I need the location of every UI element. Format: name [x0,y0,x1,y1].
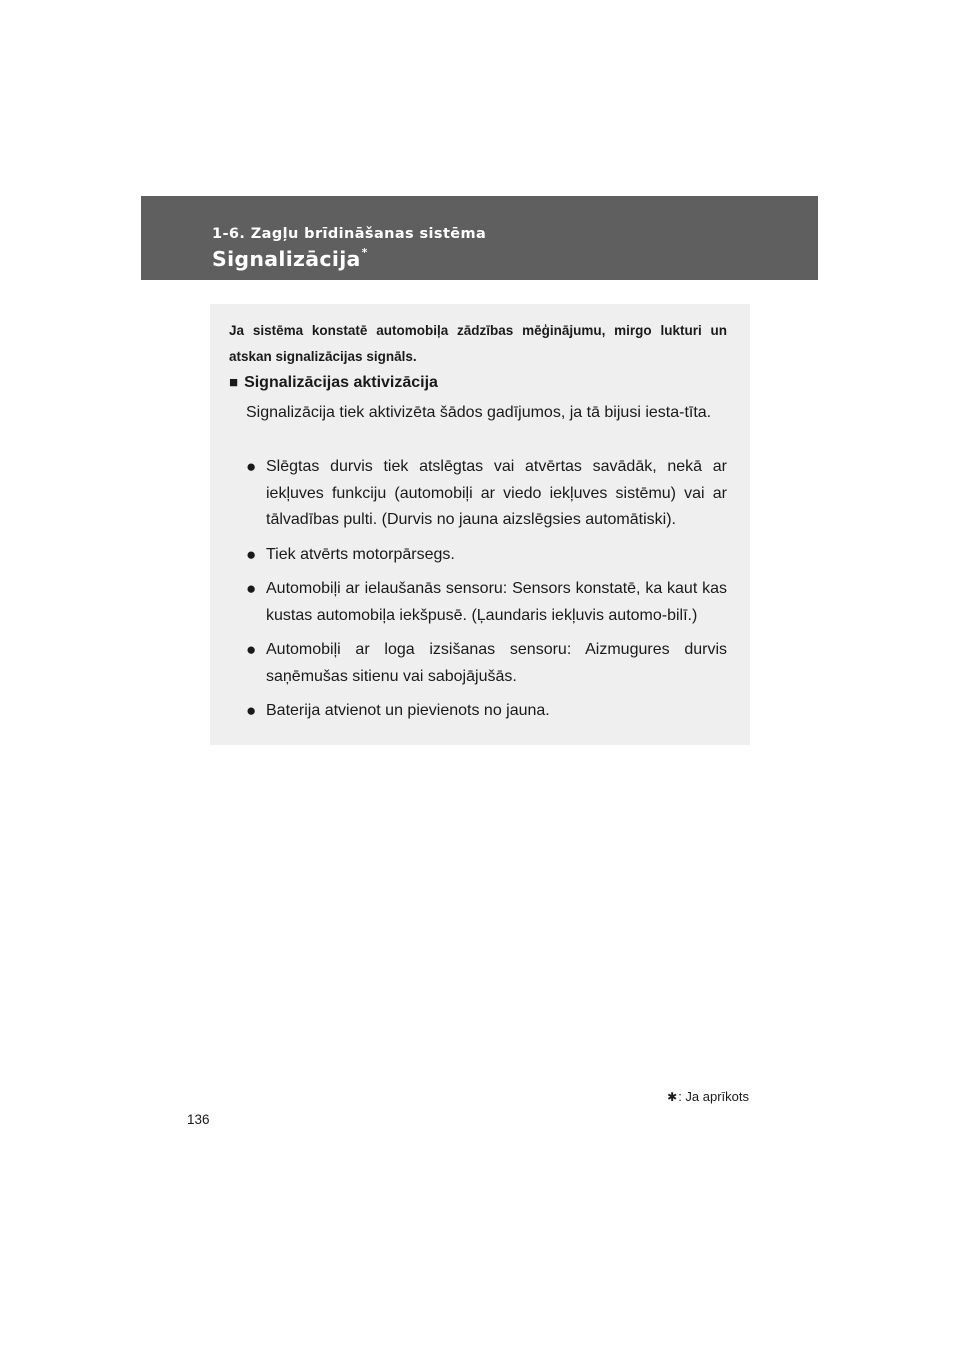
content-box [210,304,750,745]
list-item-text: Automobiļi ar loga izsišanas sensoru: Aizmugures durvis saņēmušas sitienu vai sabojājušās. [266,641,727,685]
list-item-text: Automobiļi ar ielaušanās sensoru: Sensors konstatē, ka kaut kas kustas automobiļa iekšpusē. (Ļaundaris iekļuvis automo-bilī.) [266,580,727,624]
list-item [246,698,727,725]
page-title-text: Signalizācija [212,247,361,271]
footnote [667,1089,749,1104]
asterisk-icon: ✱ [667,1090,678,1104]
footnote-text: : Ja aprīkots [678,1089,749,1104]
list-item [246,454,727,534]
page-title [212,246,368,271]
list-item-text: Slēgtas durvis tiek atslēgtas vai atvērtas savādāk, nekā ar iekļuves funkciju (automobiļi ar viedo iekļuves sistēmu) vai ar tālvadības pulti. (Durvis no jauna aizslēgsies automātiski). [266,458,727,528]
list-item-text: Tiek atvērts motorpārsegs. [266,545,455,563]
sub-heading-text: Signalizācijas aktivizācija [244,374,438,391]
page-number: 136 [187,1112,210,1127]
bullet-dot-icon: ● [246,579,257,598]
equipment-mark: * [361,246,368,259]
bullet-dot-icon: ● [246,701,257,720]
bullet-dot-icon: ● [246,457,257,476]
section-header [141,196,818,280]
bullet-list [246,454,727,733]
sub-heading [229,370,729,396]
list-item-text: Baterija atvienot un pievienots no jauna. [266,702,550,719]
list-item [246,576,727,629]
list-item [246,542,727,569]
intro-text: Ja sistēma konstatē automobiļa zādzības mēģinājumu, mirgo lukturi un atskan signalizācijas signāls. [229,323,727,364]
bullet-dot-icon: ● [246,640,257,659]
square-bullet-icon: ■ [229,374,239,391]
bullet-dot-icon: ● [246,544,257,564]
list-item [246,637,727,690]
lead-text: Signalizācija tiek aktivizēta šādos gadījumos, ja tā bijusi iesta-tīta. [246,404,712,421]
section-label: 1-6. Zagļu brīdināšanas sistēma [212,226,487,242]
